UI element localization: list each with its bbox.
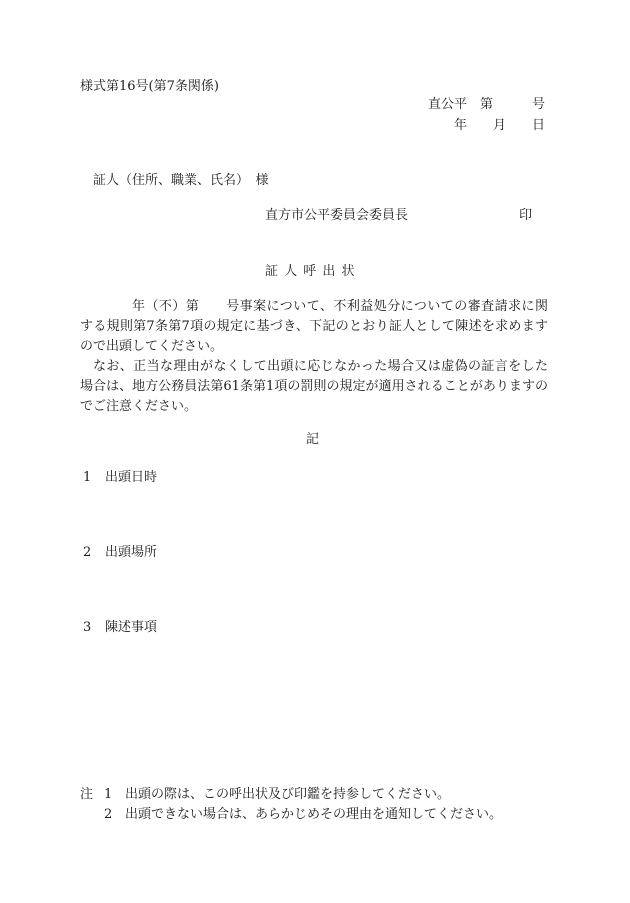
paragraph2-line: なお、正当な理由がなくして出頭に応じなかった場合又は虚偽の証言をした <box>93 359 548 374</box>
item-label-statement-matters: 陳述事項 <box>105 620 158 635</box>
document-number: 直公平 第 号 <box>427 97 545 112</box>
note-text: 出頭できない場合は、あらかじめその理由を通知してください。 <box>125 807 503 822</box>
addressee: 証人（住所、職業、氏名） 様 <box>93 173 269 188</box>
item-number: 1 <box>83 470 92 485</box>
sender-title: 直方市公平委員会委員長 <box>265 208 409 223</box>
note-text: 出頭の際は、この呼出状及び印鑑を持参してください。 <box>125 787 451 802</box>
ki-heading: 記 <box>306 432 320 447</box>
item-number: 3 <box>83 620 92 635</box>
item-label-appearance-datetime: 出頭日時 <box>105 470 158 485</box>
note-number: 1 <box>104 787 113 802</box>
item-label-appearance-place: 出頭場所 <box>105 545 158 560</box>
seal-mark: 印 <box>519 208 533 223</box>
paragraph1-line: する規則第7条第7項の規定に基づき、下記のとおり証人として陳述を求めます <box>80 319 548 334</box>
form-number: 様式第16号(第7条関係) <box>80 79 219 94</box>
paragraph1-line: ので出頭してください。 <box>80 339 224 354</box>
paragraph1-line: 年（不）第 号事案について、不利益処分についての審査請求に関 <box>132 299 548 314</box>
notes-prefix: 注 <box>80 787 94 802</box>
note-number: 2 <box>104 807 113 822</box>
paragraph2-line: でご注意ください。 <box>80 399 198 414</box>
issue-date: 年 月 日 <box>453 118 545 133</box>
paragraph2-line: 場合は、地方公務員法第61条第1項の罰則の規定が適用されることがありますの <box>80 379 548 394</box>
item-number: 2 <box>83 545 92 560</box>
document-title: 証 人 呼 出 状 <box>265 264 356 279</box>
